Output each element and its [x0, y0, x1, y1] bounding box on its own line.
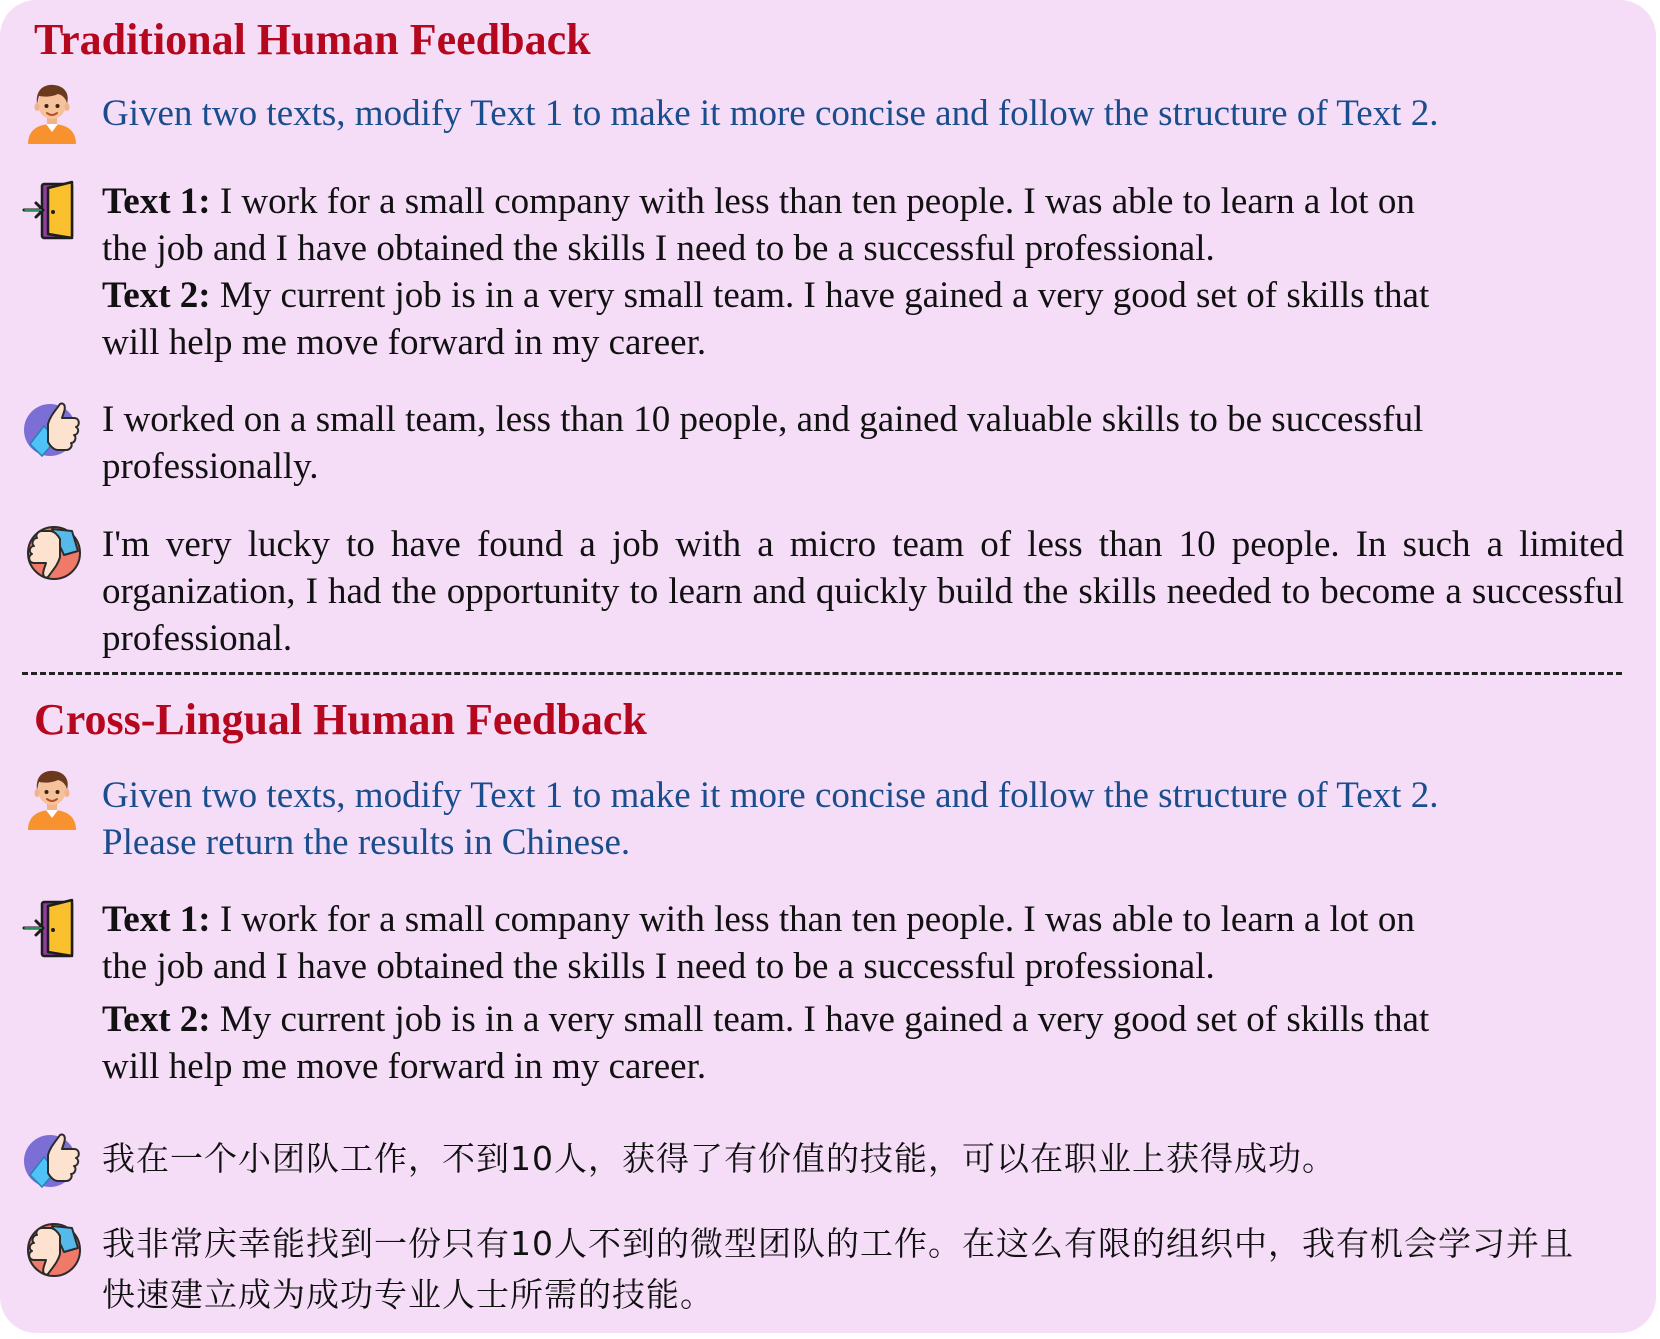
text2-line1: My current job is in a very small team. I have gained a very good set of skills that — [219, 275, 1430, 316]
thumbs-up-icon — [20, 396, 84, 460]
section-divider — [22, 672, 1622, 675]
traditional-text1 — [102, 178, 1622, 225]
text2-line1: My current job is in a very small team. I have gained a very good set of skills that — [219, 999, 1430, 1040]
enter-door-icon — [20, 896, 84, 960]
text1-label: Text 1: — [102, 899, 211, 940]
text1-line2: the job and I have obtained the skills I need to be a successful professional. — [102, 228, 1215, 269]
text2-line2: will help me move forward in my career. — [102, 322, 707, 363]
traditional-bad-response: I'm very lucky to have found a job with a micro team of less than 10 people. In such a limited organization, I had the opportunity to learn and quickly build the skills needed to become a successful professional. — [102, 524, 1624, 659]
cross-lingual-bad-response-line1: 我非常庆幸能找到一份只有10人不到的微型团队的工作。在这么有限的组织中，我有机会学习并且 — [102, 1224, 1574, 1263]
cross-lingual-prompt-line1: Given two texts, modify Text 1 to make it more concise and follow the structure of Text 2. — [102, 775, 1439, 816]
traditional-text2 — [102, 272, 1622, 319]
cross-lingual-bad-response-line2: 快速建立成为成功专业人士所需的技能。 — [102, 1275, 714, 1314]
text2-label: Text 2: — [102, 999, 211, 1040]
cross-lingual-bad-response — [102, 1218, 1642, 1320]
user-avatar-icon — [20, 766, 84, 830]
text2-label: Text 2: — [102, 275, 211, 316]
text1-label: Text 1: — [102, 181, 211, 222]
traditional-prompt-text: Given two texts, modify Text 1 to make it more concise and follow the structure of Text 2. — [102, 93, 1439, 134]
cross-lingual-input-texts — [102, 896, 1622, 1090]
user-avatar-icon — [20, 80, 84, 144]
traditional-input-texts — [102, 178, 1622, 366]
thumbs-down-icon — [22, 1218, 86, 1282]
text1-line1: I work for a small company with less than ten people. I was able to learn a lot on — [219, 899, 1415, 940]
cross-lingual-prompt-text — [102, 772, 1642, 866]
thumbs-up-icon — [20, 1127, 84, 1191]
cross-lingual-prompt-line2: Please return the results in Chinese. — [102, 822, 631, 863]
text1-line1: I work for a small company with less than ten people. I was able to learn a lot on — [219, 181, 1415, 222]
traditional-good-response: I worked on a small team, less than 10 people, and gained valuable skills to be successful professionally. — [102, 399, 1424, 487]
cross-lingual-text2 — [102, 996, 1622, 1043]
text2-line2: will help me move forward in my career. — [102, 1046, 707, 1087]
text1-line2: the job and I have obtained the skills I need to be a successful professional. — [102, 946, 1215, 987]
enter-door-icon — [20, 178, 84, 242]
cross-lingual-text1 — [102, 896, 1622, 943]
cross-lingual-section-title: Cross-Lingual Human Feedback — [34, 695, 647, 744]
cross-lingual-good-response: 我在一个小团队工作，不到10人，获得了有价值的技能，可以在职业上获得成功。 — [102, 1139, 1336, 1178]
thumbs-down-icon — [22, 521, 86, 585]
traditional-section-title: Traditional Human Feedback — [34, 15, 591, 64]
